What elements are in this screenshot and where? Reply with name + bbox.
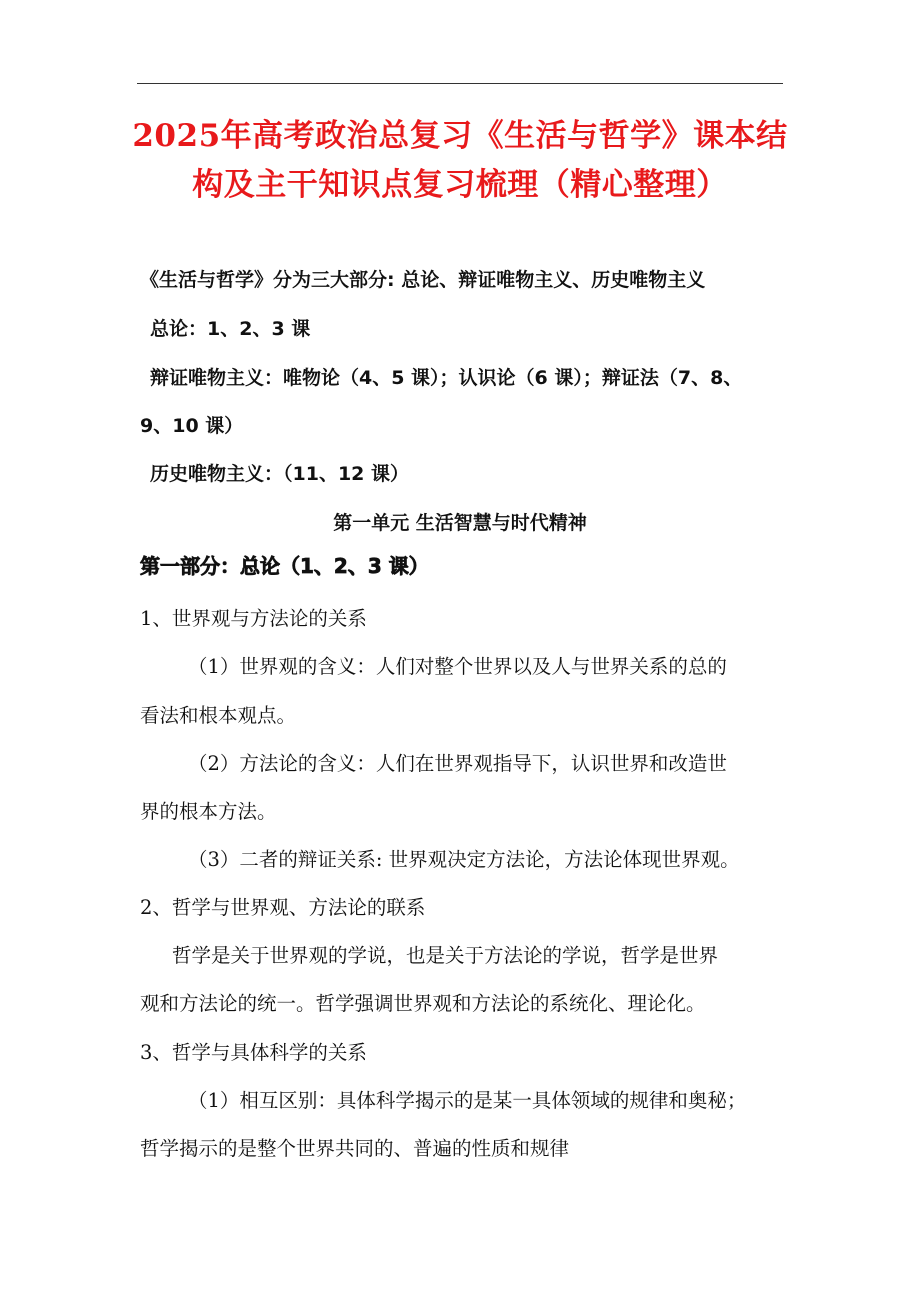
- paragraph-line: （1）世界观的含义：人们对整个世界以及人与世界关系的总的: [188, 655, 727, 678]
- intro-line-2: 总论：1、2、3 课: [150, 318, 311, 340]
- intro-line-1: 《生活与哲学》分为三大部分: 总论、辩证唯物主义、历史唯物主义: [140, 269, 706, 291]
- intro-line-3: 辩证唯物主义：唯物论（4、5 课）；认识论（6 课）；辩证法（7、8、: [150, 367, 743, 389]
- paragraph-line: 界的根本方法。: [140, 800, 277, 823]
- document-title-line-1: 2025年高考政治总复习《生活与哲学》课本结: [132, 118, 788, 154]
- intro-line-4: 9、10 课）: [140, 415, 244, 437]
- paragraph-line: 哲学揭示的是整个世界共同的、普遍的性质和规律: [140, 1137, 570, 1160]
- section-3-heading: 3、哲学与具体科学的关系: [140, 1041, 367, 1064]
- header-rule: [137, 83, 783, 84]
- document-title-line-2: 构及主干知识点复习梳理（精心整理）: [192, 167, 728, 203]
- paragraph-line: （1）相互区别：具体科学揭示的是某一具体领域的规律和奥秘；: [188, 1089, 747, 1112]
- paragraph-line: 看法和根本观点。: [140, 704, 297, 727]
- section-2-heading: 2、哲学与世界观、方法论的联系: [140, 896, 426, 919]
- paragraph-line: （3）二者的辩证关系: 世界观决定方法论，方法论体现世界观。: [188, 848, 740, 871]
- paragraph-line: （2）方法论的含义：人们在世界观指导下，认识世界和改造世: [188, 752, 727, 775]
- part-heading: 第一部分：总论（1、2、3 课）: [140, 554, 429, 578]
- paragraph-line: 哲学是关于世界观的学说，也是关于方法论的学说，哲学是世界: [172, 944, 719, 967]
- unit-heading: 第一单元 生活智慧与时代精神: [333, 512, 587, 534]
- intro-line-5: 历史唯物主义：（11、12 课）: [150, 463, 409, 485]
- paragraph-line: 观和方法论的统一。哲学强调世界观和方法论的系统化、理论化。: [140, 992, 706, 1015]
- section-1-heading: 1、世界观与方法论的关系: [140, 607, 367, 630]
